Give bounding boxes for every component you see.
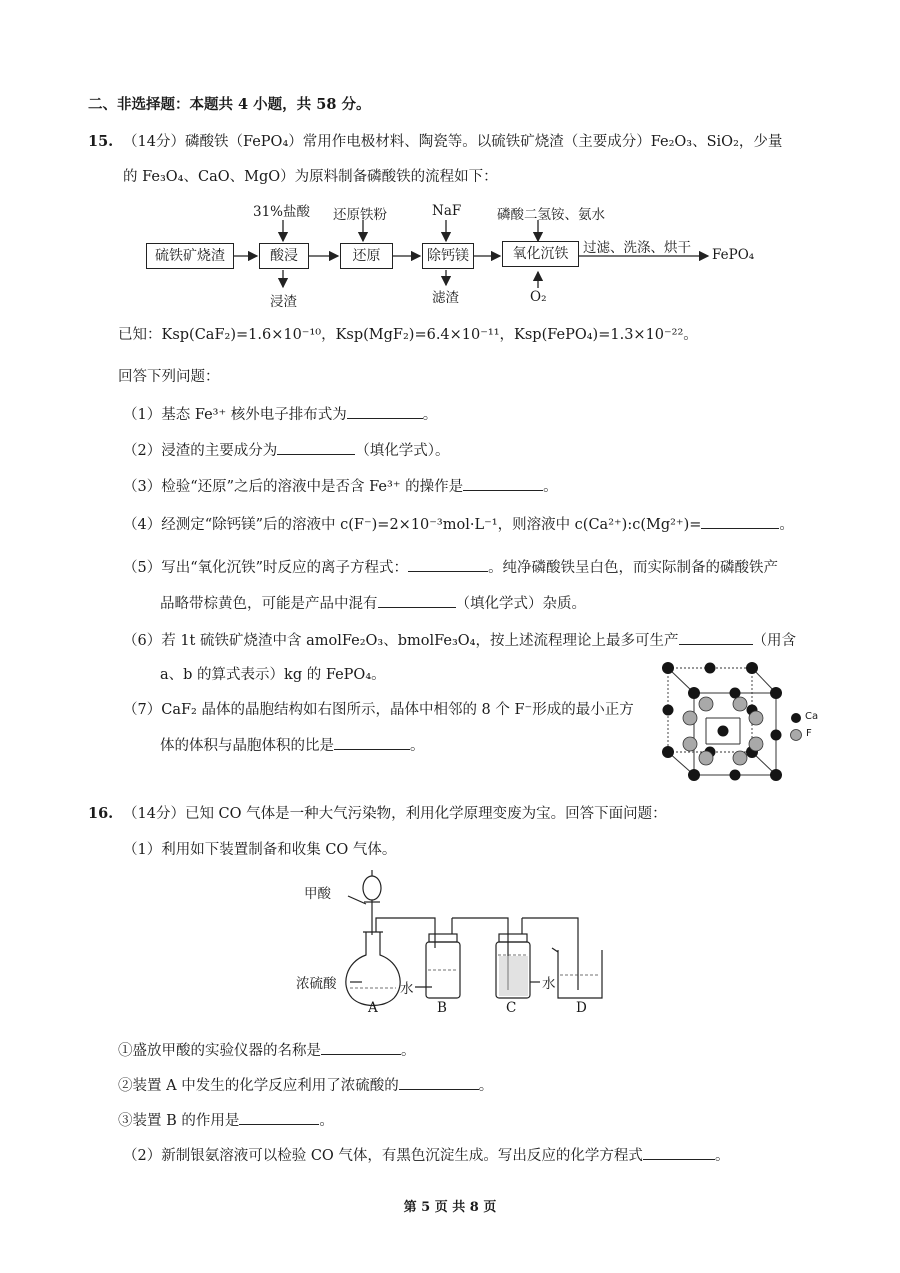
q15-part4-text: （4）经测定“除钙镁”后的溶液中 c(F⁻)=2×10⁻³mol·L⁻¹，则溶液中 c(Ca²⁺):c(Mg²⁺)=	[123, 517, 702, 533]
q15-line1: （14分）磷酸铁（FePO₄）常用作电极材料、陶瓷等。以硫铁矿烧渣（主要成分）Fe₂O₃、SiO₂，少量	[123, 134, 783, 150]
q15-line2: 的 Fe₃O₄、CaO、MgO）为原料制备磷酸铁的流程如下：	[123, 169, 498, 185]
label-b: B	[437, 1000, 447, 1016]
section-heading: 二、非选择题：本题共 4 小题，共 58 分。	[88, 96, 371, 113]
flow-box-remove-ca-mg: 除钙镁	[422, 243, 474, 269]
q15-part2-text2: （填化学式）。	[355, 443, 450, 459]
label-conc-sulfuric: 浓硫酸	[296, 976, 337, 992]
flow-output-filter-residue: 滤渣	[432, 290, 459, 306]
legend-ca-label: Ca	[805, 711, 819, 722]
q16-sub1: ①盛放甲酸的实验仪器的名称是 。	[118, 1040, 416, 1061]
q15-part5-text3: 品略带棕黄色，可能是产品中混有	[160, 596, 378, 612]
q15-part5-text2: 。纯净磷酸铁呈白色，而实际制备的磷酸铁产	[488, 560, 779, 576]
flow-input-naf: NaF	[432, 203, 462, 219]
q16-line2: （1）利用如下装置制备和收集 CO 气体。	[123, 842, 397, 858]
legend-f-label: F	[806, 728, 812, 739]
q15-part7: （7）CaF₂ 晶体的晶胞结构如右图所示，晶体中相邻的 8 个 F⁻形成的最小正方	[123, 702, 634, 718]
flow-box-reduce: 还原	[340, 243, 393, 269]
q15-part1: （1）基态 Fe³⁺ 核外电子排布式为 。	[123, 404, 437, 425]
q15-part6-text2: （用含	[752, 633, 796, 649]
q15-part1-text: （1）基态 Fe³⁺ 核外电子排布式为	[123, 407, 347, 423]
answer-blank[interactable]	[239, 1110, 319, 1125]
answer-blank[interactable]	[399, 1075, 479, 1090]
flow-box-raw: 硫铁矿烧渣	[146, 243, 234, 269]
q15-part3: （3）检验“还原”之后的溶液中是否含 Fe³⁺ 的操作是 。	[123, 476, 558, 497]
label-water-b: 水	[400, 981, 414, 997]
q16-sub3-text: ③装置 B 的作用是	[118, 1113, 240, 1129]
q16-part2-text: （2）新制银氨溶液可以检验 CO 气体，有黑色沉淀生成。写出反应的化学方程式	[123, 1148, 643, 1164]
q15-part3-text: （3）检验“还原”之后的溶液中是否含 Fe³⁺ 的操作是	[123, 479, 464, 495]
flow-final-step: 过滤、洗涤、烘干	[583, 240, 691, 256]
q15-part4: （4）经测定“除钙镁”后的溶液中 c(F⁻)=2×10⁻³mol·L⁻¹，则溶液中 c(Ca²⁺):c(Mg²⁺)= 。	[123, 514, 794, 535]
q15-part7-text: 体的体积与晶胞体积的比是	[160, 738, 334, 754]
q15-number: 15.	[88, 133, 114, 150]
q16-line1: （14分）已知 CO 气体是一种大气污染物，利用化学原理变废为宝。回答下面问题：	[123, 806, 667, 822]
q15-known: 已知：Ksp(CaF₂)=1.6×10⁻¹⁰，Ksp(MgF₂)=6.4×10⁻¹¹，Ksp(FePO₄)=1.3×10⁻²²。	[118, 327, 698, 343]
q16-sub2: ②装置 A 中发生的化学反应利用了浓硫酸的 。	[118, 1075, 493, 1096]
label-water-c: 水	[542, 976, 556, 992]
q16-sub1-text: ①盛放甲酸的实验仪器的名称是	[118, 1043, 321, 1059]
label-c: C	[506, 1000, 517, 1016]
q15-part2-text: （2）浸渣的主要成分为	[123, 443, 278, 459]
answer-blank[interactable]	[321, 1040, 401, 1055]
q15-part6-cont: a、b 的算式表示）kg 的 FePO₄。	[160, 667, 386, 683]
q15-part5-text4: （填化学式）杂质。	[455, 596, 586, 612]
label-d: D	[576, 1000, 587, 1016]
q15-part5-text: （5）写出“氧化沉铁”时反应的离子方程式：	[123, 560, 409, 576]
flow-input-phosphate: 磷酸二氢铵、氨水	[497, 207, 605, 223]
q16-sub2-text: ②装置 A 中发生的化学反应利用了浓硫酸的	[118, 1078, 399, 1094]
label-a: A	[368, 1000, 378, 1016]
flow-output-leach-residue: 浸渣	[270, 294, 297, 310]
answer-blank[interactable]	[643, 1145, 715, 1160]
flow-box-oxidize: 氧化沉铁	[502, 241, 579, 267]
flow-product: FePO₄	[712, 247, 755, 263]
flow-input-fe-powder: 还原铁粉	[333, 207, 387, 223]
label-formic-acid: 甲酸	[304, 886, 331, 902]
page-footer: 第 5 页 共 8 页	[403, 1200, 497, 1215]
q15-answer-prompt: 回答下列问题：	[118, 369, 220, 385]
q16-part2: （2）新制银氨溶液可以检验 CO 气体，有黑色沉淀生成。写出反应的化学方程式 。	[123, 1145, 729, 1166]
q16-sub3: ③装置 B 的作用是 。	[118, 1110, 334, 1131]
q15-part7-cont: 体的体积与晶胞体积的比是 。	[160, 735, 425, 756]
q16-number: 16.	[88, 805, 114, 822]
flow-input-hcl: 31%盐酸	[253, 204, 311, 220]
q15-part6-text: （6）若 1t 硫铁矿烧渣中含 amolFe₂O₃、bmolFe₃O₄，按上述流程理论上最多可生产	[123, 633, 679, 649]
flow-input-o2: O₂	[530, 289, 547, 305]
flow-box-leach: 酸浸	[259, 243, 309, 269]
